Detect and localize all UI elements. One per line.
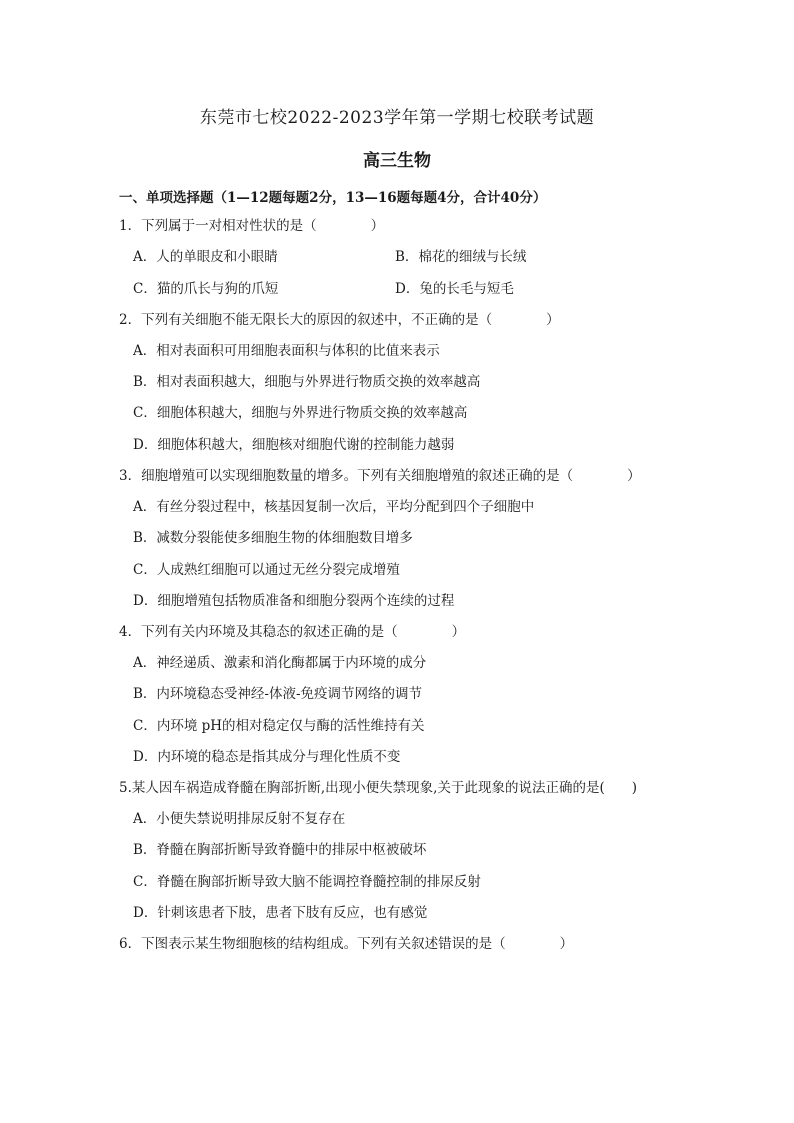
question-5-option-c: C．脊髓在胸部折断导致大脑不能调控脊髓控制的排尿反射: [133, 874, 481, 890]
question-2-option-b: B．相对表面积越大，细胞与外界进行物质交换的效率越高: [133, 374, 481, 390]
exam-title: 东莞市七校2022-2023学年第一学期七校联考试题: [199, 108, 595, 128]
question-5-option-a: A．小便失禁说明排尿反射不复存在: [133, 811, 346, 827]
question-1-option-d: D．兔的长毛与短毛: [395, 281, 514, 297]
question-1-option-a: A．人的单眼皮和小眼睛: [133, 249, 278, 265]
exam-subtitle: 高三生物: [363, 151, 431, 171]
section-heading: 一、单项选择题（1—12题每题2分，13—16题每题4分，合计40分）: [119, 190, 547, 206]
question-5-option-d: D．针刺该患者下肢，患者下肢有反应，也有感觉: [133, 905, 428, 921]
question-1-option-b: B．棉花的细绒与长绒: [395, 249, 527, 265]
question-3-option-c: C．人成熟红细胞可以通过无丝分裂完成增殖: [133, 562, 400, 578]
question-3-option-d: D．细胞增殖包括物质准备和细胞分裂两个连续的过程: [133, 593, 455, 609]
question-4-option-d: D．内环境的稳态是指其成分与理化性质不变: [133, 749, 401, 765]
question-3-stem: 3．细胞增殖可以实现细胞数量的增多。下列有关细胞增殖的叙述正确的是（ ）: [119, 468, 641, 484]
question-3-option-b: B．减数分裂能使多细胞生物的体细胞数目增多: [133, 530, 413, 546]
question-4-stem: 4．下列有关内环境及其稳态的叙述正确的是（ ）: [119, 624, 466, 640]
question-1-option-c: C．猫的爪长与狗的爪短: [133, 281, 279, 297]
question-4-option-a: A．神经递质、激素和消化酶都属于内环境的成分: [133, 655, 427, 671]
question-5-stem: 5.某人因车祸造成脊髓在胸部折断,出现小便失禁现象,关于此现象的说法正确的是( ): [119, 780, 637, 796]
question-6-stem: 6．下图表示某生物细胞核的结构组成。下列有关叙述错误的是（ ）: [119, 936, 574, 952]
question-5-option-b: B．脊髓在胸部折断导致脊髓中的排尿中枢被破坏: [133, 842, 427, 858]
question-2-option-a: A．相对表面积可用细胞表面积与体积的比值来表示: [133, 343, 440, 359]
question-4-option-b: B．内环境稳态受神经-体液-免疫调节网络的调节: [133, 686, 423, 702]
question-3-option-a: A．有丝分裂过程中，核基因复制一次后，平均分配到四个子细胞中: [133, 499, 535, 515]
question-1-stem: 1．下列属于一对相对性状的是（ ）: [119, 218, 385, 234]
question-4-option-c: C．内环境 pH的相对稳定仅与酶的活性维持有关: [133, 718, 425, 734]
question-2-stem: 2．下列有关细胞不能无限长大的原因的叙述中，不正确的是（ ）: [119, 312, 560, 328]
question-2-option-d: D．细胞体积越大，细胞核对细胞代谢的控制能力越弱: [133, 437, 455, 453]
question-2-option-c: C．细胞体积越大，细胞与外界进行物质交换的效率越高: [133, 405, 468, 421]
